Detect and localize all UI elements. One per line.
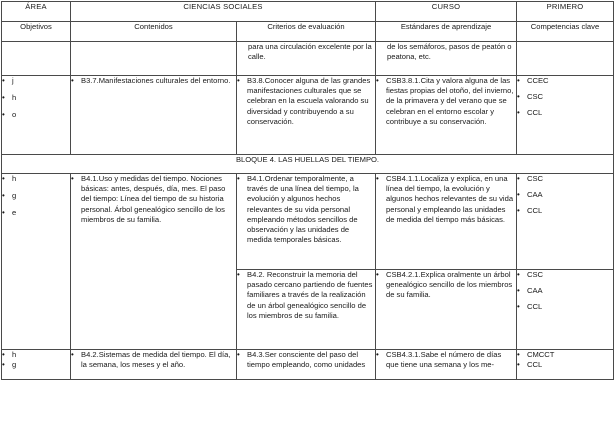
- list-item: • e: [2, 208, 70, 218]
- contenido-cell: [71, 174, 237, 350]
- objetivos-list: [2, 350, 70, 370]
- table-row: [2, 350, 614, 380]
- contenido-list: [71, 76, 236, 86]
- competencias-cell: [517, 42, 614, 76]
- competencias-cell: [517, 76, 614, 155]
- objetivos-list: [2, 76, 70, 121]
- estandar-text: • CSB4.2.1.Explica oralmente un árbol genealógico sencillo de los miembros de su familia.: [376, 270, 516, 301]
- subheader-row: [2, 22, 614, 42]
- contenido-text: • B4.1.Uso y medidas del tiempo. Nociones básicas: antes, después, día, mes. El paso del tiempo: Línea del tiempo de su historia personal. Árbol genealógico sencillo de los miembros de su familia.: [71, 174, 236, 225]
- criterio-text: • B3.8.Conocer alguna de las grandes manifestaciones culturales que se celebran en la escuela valorando su diversidad y contribuyendo a su conservación.: [237, 76, 375, 127]
- list-item: • j: [2, 76, 70, 86]
- list-item: • h: [2, 93, 70, 103]
- list-item: • CMCCT: [517, 350, 613, 360]
- contenido-cell: [71, 76, 237, 155]
- list-item: • CAA: [517, 286, 613, 296]
- contenido-text: • B4.2.Sistemas de medida del tiempo. El día, la semana, los meses y el año.: [71, 350, 236, 370]
- block-row: [2, 155, 614, 174]
- estandar-list: [376, 76, 516, 127]
- objetivos-list: [2, 174, 70, 219]
- contenido-cell: [71, 42, 237, 76]
- objetivos-cell: [2, 42, 71, 76]
- criterio-text: para una circulación excelente por la calle.: [248, 42, 372, 62]
- contenido-cell: [71, 350, 237, 380]
- block-title: BLOQUE 4. LAS HUELLAS DEL TIEMPO.: [2, 155, 614, 174]
- criterio-text: • B4.1.Ordenar temporalmente, a través de una línea del tiempo, la evolución y algunos hechos relevantes de su vida personal empleando métodos sencillos de observación y las unidades de medida temporales básicas.: [237, 174, 375, 245]
- list-item: • CSC: [517, 92, 613, 102]
- list-item: • CSC: [517, 270, 613, 280]
- criterio-list: [237, 350, 375, 370]
- contenido-list: [71, 174, 236, 225]
- criterio-cell: [237, 350, 376, 380]
- list-item: • CSC: [517, 174, 613, 184]
- estandar-cell: [376, 42, 517, 76]
- list-item: • g: [2, 191, 70, 201]
- area-label: ÁREA: [2, 2, 71, 22]
- criterio-cell: [237, 76, 376, 155]
- criterio-list: [237, 270, 375, 321]
- list-item: • o: [2, 110, 70, 120]
- estandar-cell: [376, 270, 517, 350]
- curso-value: PRIMERO: [517, 2, 614, 22]
- list-item: • CCL: [517, 108, 613, 118]
- objetivos-cell: [2, 76, 71, 155]
- criterio-cell: [237, 42, 376, 76]
- objetivos-cell: [2, 174, 71, 350]
- competencias-list: [517, 270, 613, 313]
- criterio-cell: [237, 270, 376, 350]
- list-item: • CCL: [517, 206, 613, 216]
- competencias-cell: [517, 350, 614, 380]
- criterio-list: [237, 76, 375, 127]
- criterio-text: • B4.3.Ser consciente del paso del tiempo empleando, como unidades: [237, 350, 375, 370]
- criterio-text: • B4.2. Reconstruir la memoria del pasado cercano partiendo de fuentes familiares a través de la realización de un árbol genealógico sencillo de los miembros de su familia.: [237, 270, 375, 321]
- estandar-cell: [376, 174, 517, 270]
- col-contenidos: Contenidos: [71, 22, 237, 42]
- col-estandares: Estándares de aprendizaje: [376, 22, 517, 42]
- list-item: • CCL: [517, 360, 613, 370]
- header-row: [2, 2, 614, 22]
- curso-label: CURSO: [376, 2, 517, 22]
- estandar-text: • CSB4.1.1.Localiza y explica, en una línea del tiempo, la evolución y algunos hechos relevantes de su vida personal y empleando las unidades de medida del tiempo más básicas.: [376, 174, 516, 225]
- list-item: • CAA: [517, 190, 613, 200]
- estandar-text: • CSB3.8.1.Cita y valora alguna de las fiestas propias del otoño, del invierno, de la primavera y del verano que se celebran en el entorno escolar y contribuye a su conservación.: [376, 76, 516, 127]
- objetivos-cell: [2, 350, 71, 380]
- list-item: • CCL: [517, 302, 613, 312]
- subject-title: CIENCIAS SOCIALES: [71, 2, 376, 22]
- competencias-cell: [517, 270, 614, 350]
- estandar-cell: [376, 350, 517, 380]
- list-item: • h: [2, 174, 70, 184]
- list-item: • CCEC: [517, 76, 613, 86]
- estandar-cell: [376, 76, 517, 155]
- col-criterios: Criterios de evaluación: [237, 22, 376, 42]
- table-row: [2, 76, 614, 155]
- estandar-text: • CSB4.3.1.Sabe el número de días que tiene una semana y los me-: [376, 350, 516, 370]
- competencias-cell: [517, 174, 614, 270]
- competencias-list: [517, 350, 613, 370]
- criterio-cell: [237, 174, 376, 270]
- estandar-list: [376, 270, 516, 301]
- list-item: • g: [2, 360, 70, 370]
- estandar-list: [376, 350, 516, 370]
- contenido-list: [71, 350, 236, 370]
- table-row: [2, 174, 614, 270]
- estandar-list: [376, 174, 516, 225]
- list-item: • h: [2, 350, 70, 360]
- competencias-list: [517, 174, 613, 217]
- col-competencias: Competencias clave: [517, 22, 614, 42]
- curriculum-table: [1, 1, 614, 380]
- competencias-list: [517, 76, 613, 119]
- col-objetivos: Objetivos: [2, 22, 71, 42]
- table-row-continued: [2, 42, 614, 76]
- contenido-text: • B3.7.Manifestaciones culturales del entorno.: [71, 76, 236, 86]
- criterio-list: [237, 174, 375, 245]
- estandar-text: de los semáforos, pasos de peatón o peatona, etc.: [387, 42, 512, 62]
